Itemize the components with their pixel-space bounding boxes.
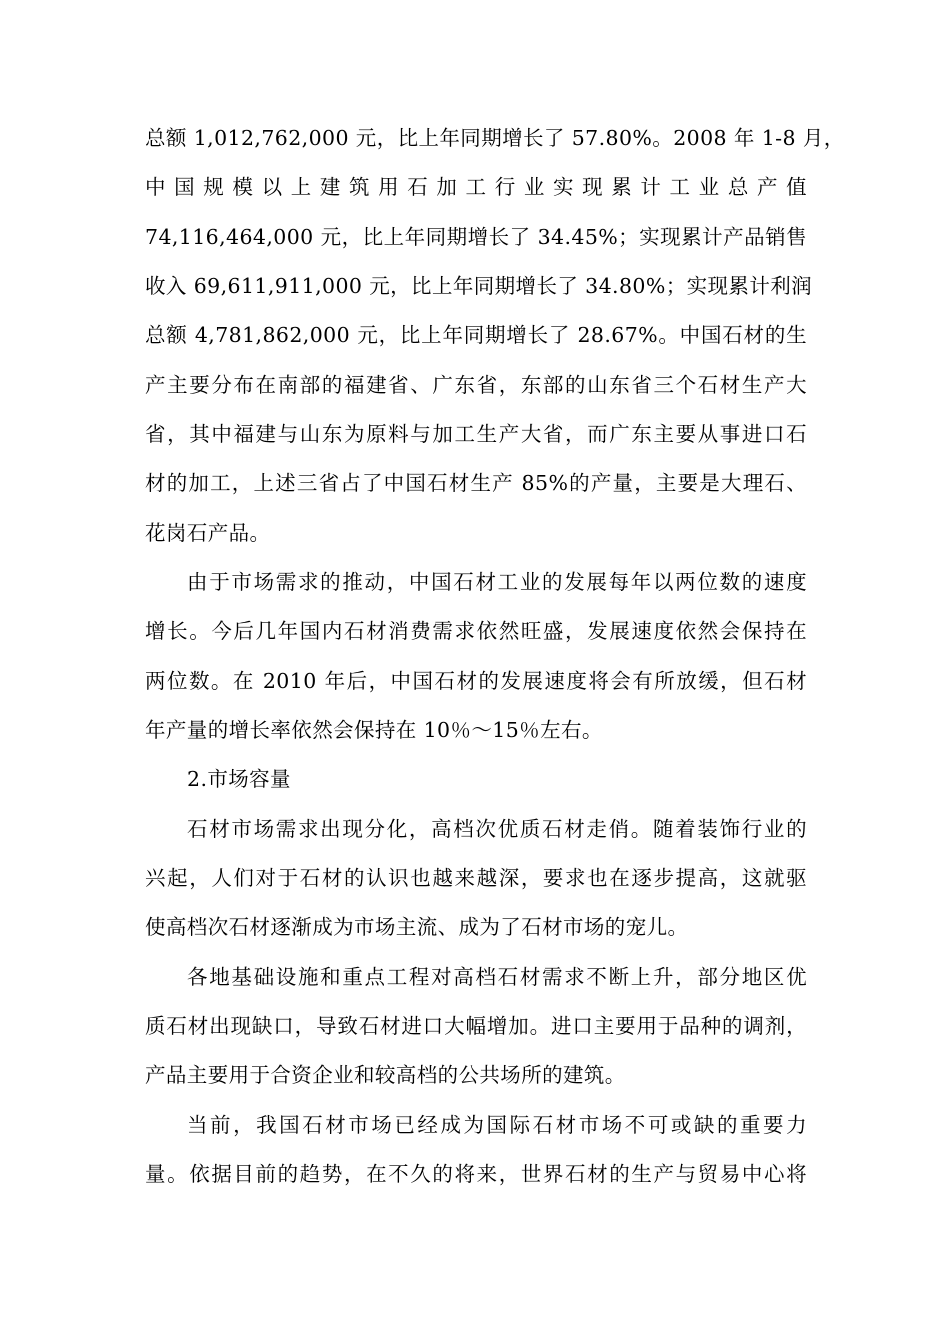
paragraph-line: 当前，我国石材市场已经成为国际石材市场不可或缺的重要力: [187, 1113, 807, 1137]
paragraph-line: 总额 1,012,762,000 元，比上年同期增长了 57.80%。2008 年 1-8 月，: [145, 126, 845, 150]
paragraph-line: 由于市场需求的推动，中国石材工业的发展每年以两位数的速度: [187, 570, 807, 594]
paragraph-line: 量。依据目前的趋势，在不久的将来，世界石材的生产与贸易中心将: [145, 1162, 807, 1186]
paragraph-line: 收入 69,611,911,000 元，比上年同期增长了 34.80%；实现累计利润: [145, 274, 813, 298]
paragraph-line: 质石材出现缺口，导致石材进口大幅增加。进口主要用于品种的调剂，: [145, 1014, 807, 1038]
paragraph-line: 省，其中福建与山东为原料与加工生产大省，而广东主要从事进口石: [145, 422, 807, 446]
paragraph-line: 产主要分布在南部的福建省、广东省，东部的山东省三个石材生产大: [145, 373, 807, 397]
paragraph-line: 中国规模以上建筑用石加工行业实现累计工业总产值: [145, 175, 807, 199]
paragraph-line: 使高档次石材逐渐成为市场主流、成为了石材市场的宠儿。: [145, 915, 689, 939]
paragraph-line: 年产量的增长率依然会保持在 10％～15％左右。: [145, 718, 603, 742]
paragraph-line: 产品主要用于合资企业和较高档的公共场所的建筑。: [145, 1063, 626, 1087]
paragraph-line: 总额 4,781,862,000 元，比上年同期增长了 28.67%。中国石材的生: [145, 323, 807, 347]
paragraph-line: 石材市场需求出现分化，高档次优质石材走俏。随着装饰行业的: [187, 817, 807, 841]
paragraph-line: 74,116,464,000 元，比上年同期增长了 34.45%；实现累计产品销售: [145, 225, 807, 249]
paragraph-line: 兴起，人们对于石材的认识也越来越深，要求也在逐步提高，这就驱: [145, 866, 807, 890]
paragraph-line: 增长。今后几年国内石材消费需求依然旺盛，发展速度依然会保持在: [145, 619, 807, 643]
paragraph-line: 两位数。在 2010 年后，中国石材的发展速度将会有所放缓，但石材: [145, 669, 807, 693]
paragraph-line: 花岗石产品。: [145, 521, 271, 545]
paragraph-line: 各地基础设施和重点工程对高档石材需求不断上升，部分地区优: [187, 965, 807, 989]
paragraph-line: 材的加工，上述三省占了中国石材生产 85%的产量，主要是大理石、: [145, 471, 807, 495]
section-heading: 2.市场容量: [187, 767, 291, 791]
